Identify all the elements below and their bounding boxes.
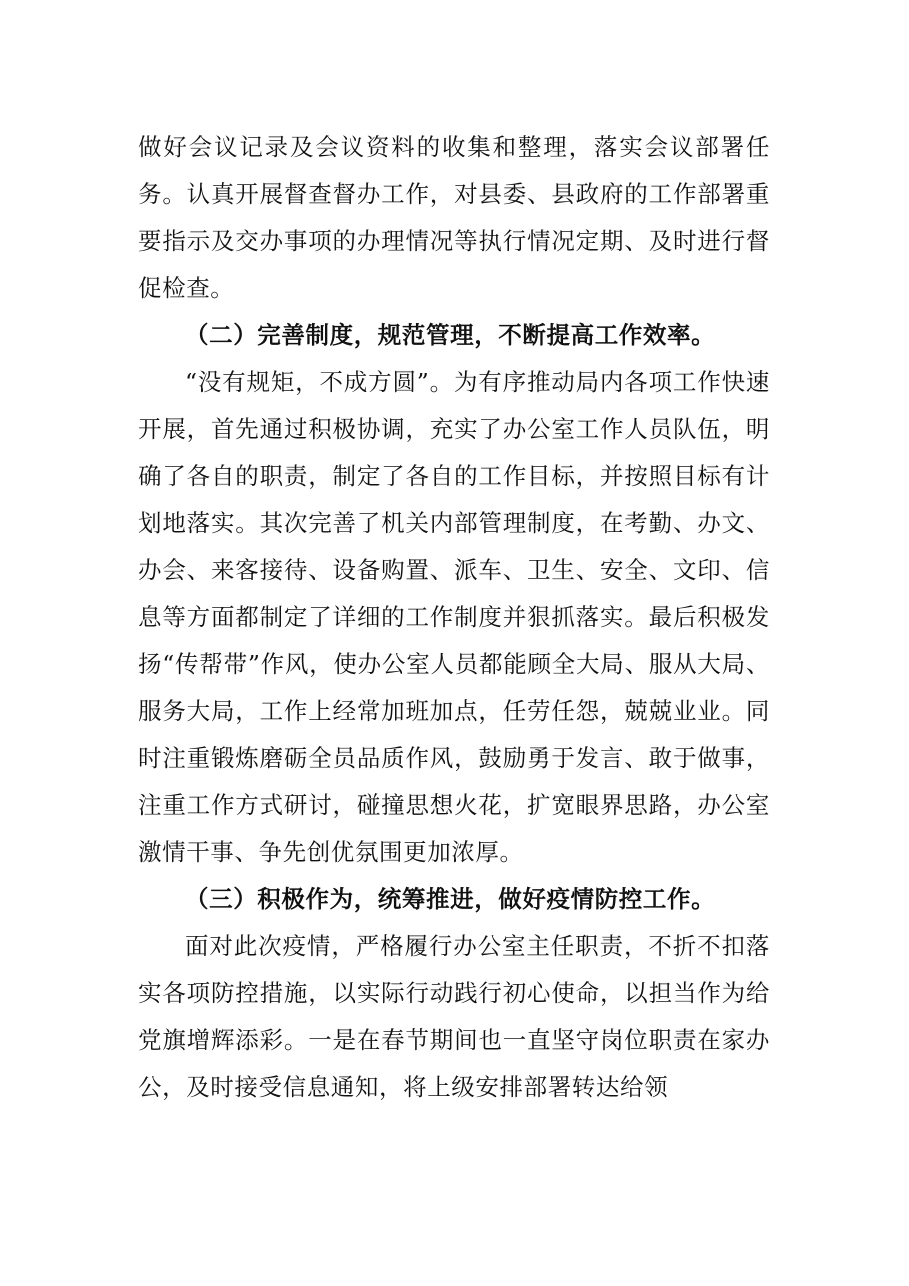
section-heading-3: （三）积极作为，统筹推进，做好疫情防控工作。 [185,885,716,913]
section-heading-2: （二）完善制度，规范管理，不断提高工作效率。 [185,321,716,349]
paragraph-epidemic-control: 面对此次疫情，严格履行办公室主任职责，不折不扣落实各项防控措施，以实际行动践行初心使命，以担当作为给党旗增辉添彩。一是在春节期间也一直坚守岗位职责在家办公，及时接受信息通知，将上级安排部署转达给领 [138,932,770,1101]
document-body [138,124,770,1111]
paragraph-meeting-records: 做好会议记录及会议资料的收集和整理，落实会议部署任务。认真开展督查督办工作，对县委、县政府的工作部署重要指示及交办事项的办理情况等执行情况定期、及时进行督促检查。 [138,133,770,302]
paragraph-rules-management: “没有规矩，不成方圆”。为有序推动局内各项工作快速开展，首先通过积极协调，充实了办公室工作人员队伍，明确了各自的职责，制定了各自的工作目标，并按照目标有计划地落实。其次完善了机关内部管理制度，在考勤、办文、办会、来客接待、设备购置、派车、卫生、安全、文印、信息等方面都制定了详细的工作制度并狠抓落实。最后积极发扬“传帮带”作风，使办公室人员都能顾全大局、服从大局、服务大局，工作上经常加班加点，任劳任怨，兢兢业业。同时注重锻炼磨砺全员品质作风，鼓励勇于发言、敢于做事，注重工作方式研讨，碰撞思想火花，扩宽眼界思路，办公室激情干事、争先创优氛围更加浓厚。 [138,368,770,866]
